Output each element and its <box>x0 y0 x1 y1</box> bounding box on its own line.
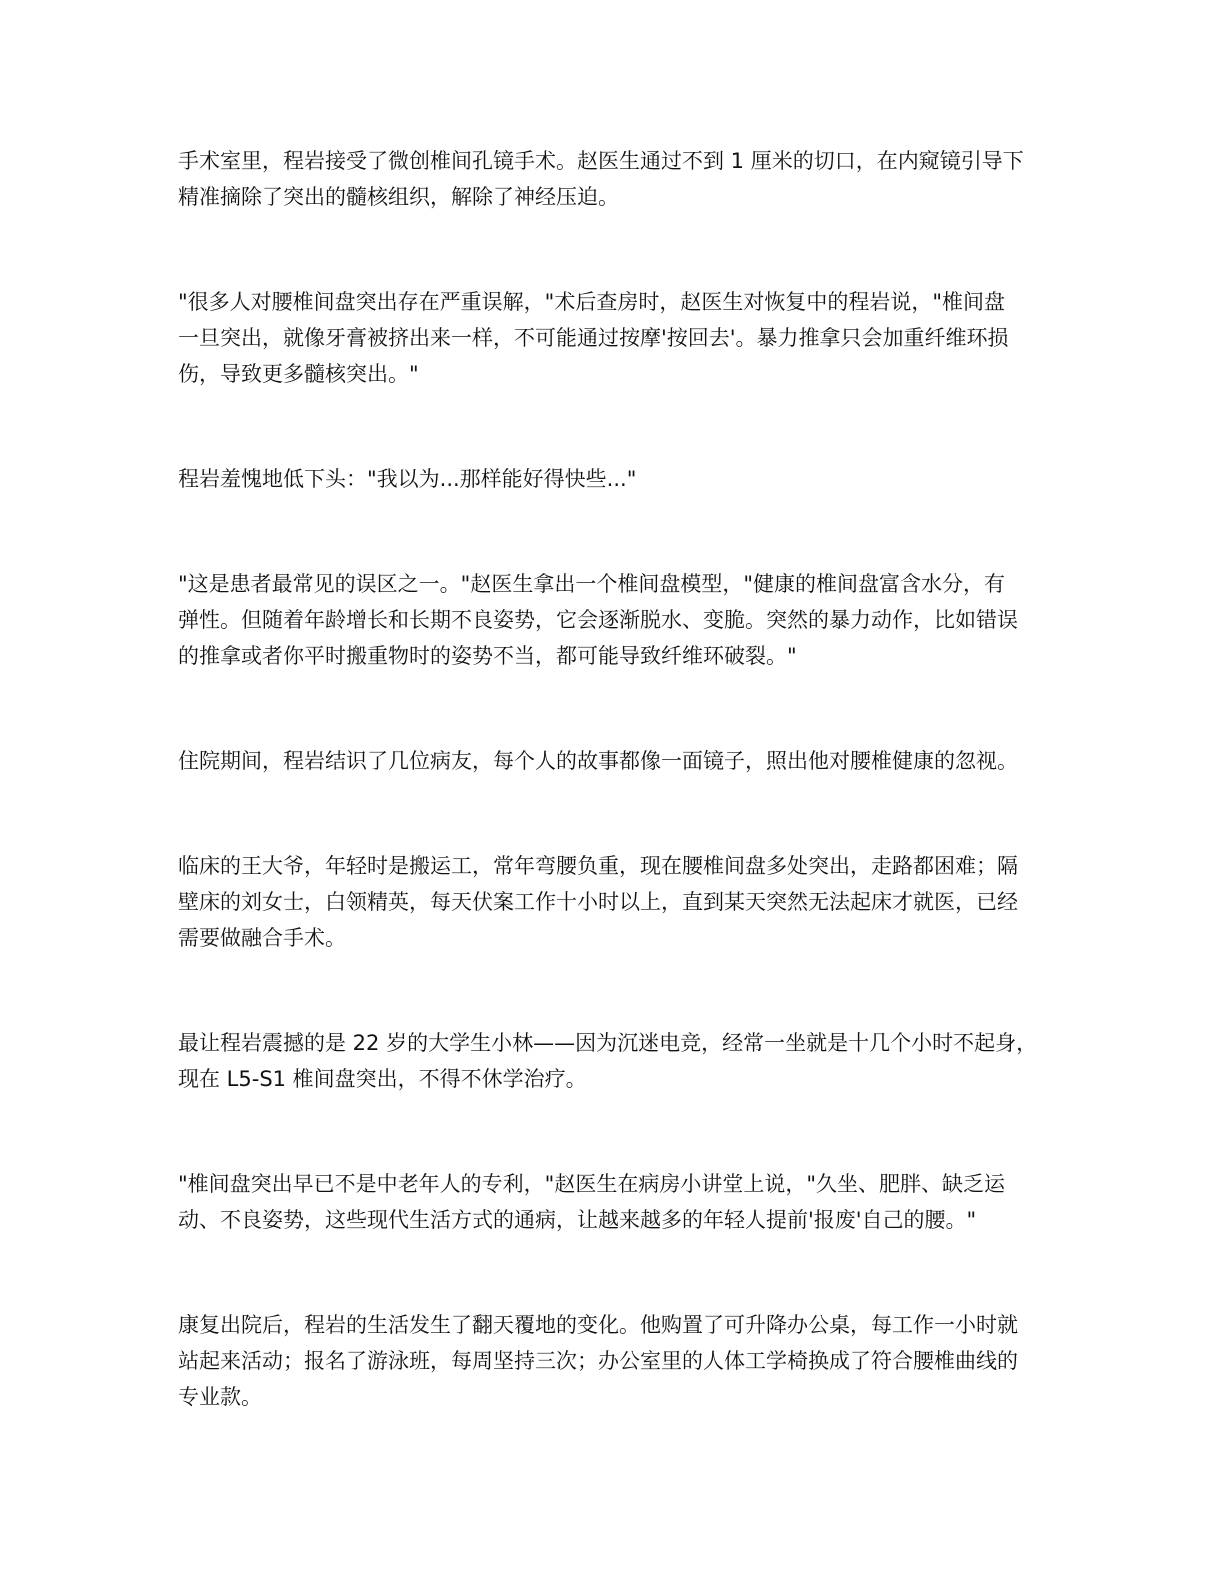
paragraph-recovery: 康复出院后，程岩的生活发生了翻天覆地的变化。他购置了可升降办公桌，每工作一小时就 站起来活动；报名了游泳班，每周坚持三次；办公室里的人体工学椅换成了符合腰椎曲线的 专业款。 <box>178 1313 1018 1409</box>
paragraph-doctor-explanation: "很多人对腰椎间盘突出存在严重误解，"术后查房时，赵医生对恢复中的程岩说，"椎间盘 一旦突出，就像牙膏被挤出来一样，不可能通过按摩'按回去'。暴力推拿只会加重纤维环损 伤，导致更多髓核突出。" <box>178 290 1009 386</box>
paragraph-hospital-stay: 住院期间，程岩结识了几位病友，每个人的故事都像一面镜子，照出他对腰椎健康的忽视。 <box>178 749 1018 773</box>
paragraph-surgery: 手术室里，程岩接受了微创椎间孔镜手术。赵医生通过不到 1 厘米的切口，在内窥镜引导下 精准摘除了突出的髓核组织，解除了神经压迫。 <box>178 149 1024 209</box>
paragraph-patient-reply: 程岩羞愧地低下头："我以为...那样能好得快些..." <box>178 467 637 491</box>
paragraph-lecture: "椎间盘突出早已不是中老年人的专利，"赵医生在病房小讲堂上说，"久坐、肥胖、缺乏运 动、不良姿势，这些现代生活方式的通病，让越来越多的年轻人提前'报废'自己的腰。" <box>178 1172 1005 1232</box>
paragraph-disc-model: "这是患者最常见的误区之一。"赵医生拿出一个椎间盘模型，"健康的椎间盘富含水分，有 弹性。但随着年龄增长和长期不良姿势，它会逐渐脱水、变脆。突然的暴力动作，比如错误 的推拿或者你平时搬重物时的姿势不当，都可能导致纤维环破裂。" <box>178 572 1018 668</box>
paragraph-fellow-patients: 临床的王大爷，年轻时是搬运工，常年弯腰负重，现在腰椎间盘多处突出，走路都困难；隔 壁床的刘女士，白领精英，每天伏案工作十小时以上，直到某天突然无法起床才就医，已经 需要做融合手术。 <box>178 854 1018 950</box>
paragraph-young-student: 最让程岩震撼的是 22 岁的大学生小林——因为沉迷电竞，经常一坐就是十几个小时不起身， 现在 L5-S1 椎间盘突出，不得不休学治疗。 <box>178 1031 1038 1091</box>
